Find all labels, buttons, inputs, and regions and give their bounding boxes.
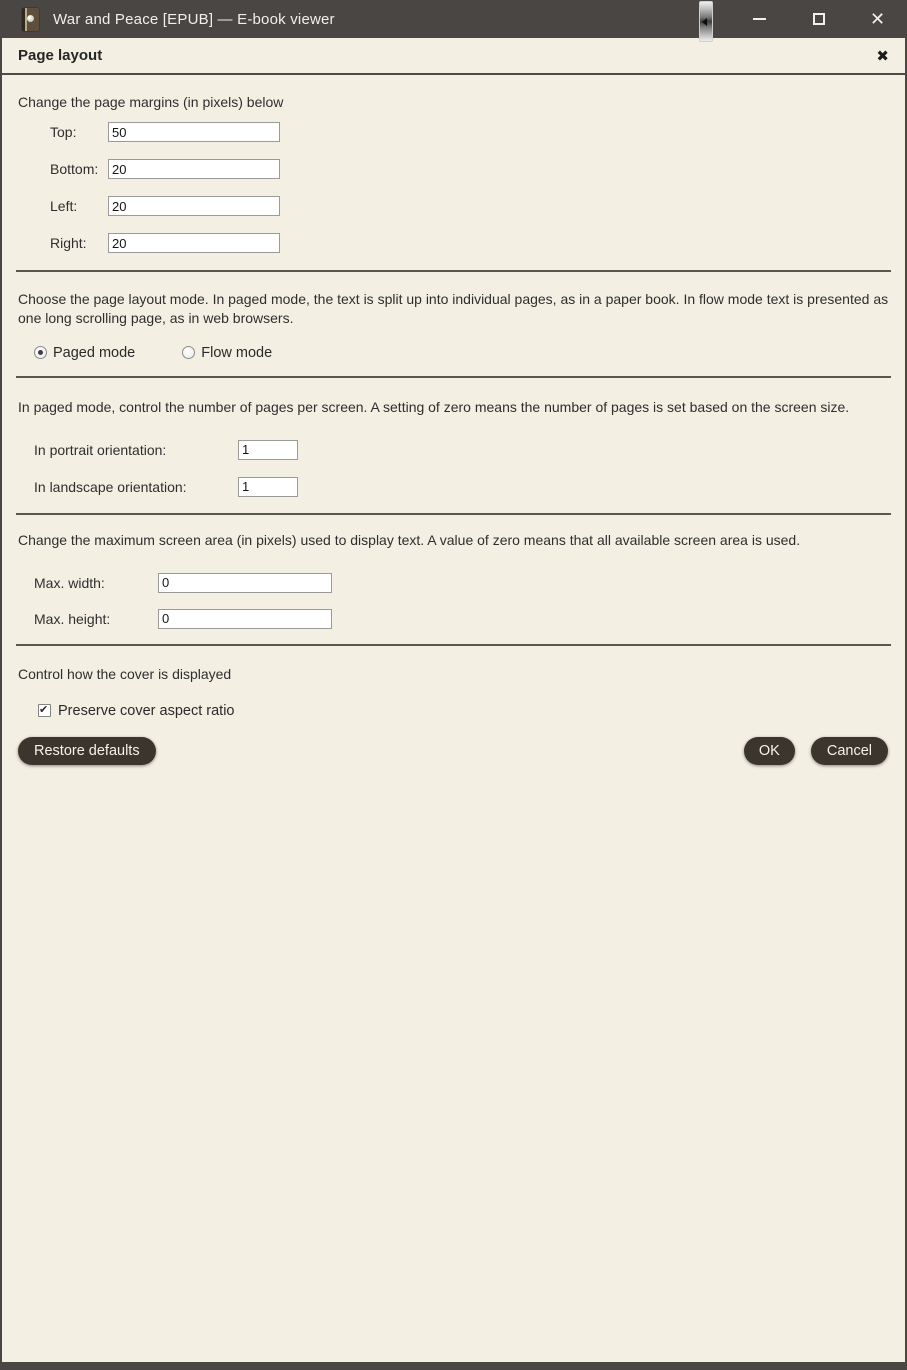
preserve-cover-checkbox[interactable] (38, 704, 51, 717)
toolbar-reveal-handle[interactable] (699, 1, 713, 42)
max-height-label: Max. height: (34, 610, 111, 627)
close-window-button[interactable] (848, 0, 907, 38)
margin-right-input[interactable] (108, 233, 280, 253)
max-height-row (18, 608, 889, 629)
minimize-icon (753, 18, 766, 20)
dialog-title: Page layout (18, 47, 103, 64)
paged-mode-radio[interactable] (34, 346, 47, 359)
margin-right-label: Right: (50, 235, 87, 251)
divider (16, 376, 891, 378)
dialog-body (2, 77, 905, 765)
margin-left-input[interactable] (108, 196, 280, 216)
layout-mode-description: Choose the page layout mode. In paged mode, the text is split up into individual pages, as in a paper book. In flow mode text is presented as one long scrolling page, as in web browsers. (18, 291, 889, 326)
minimize-button[interactable] (730, 0, 789, 38)
portrait-row (18, 439, 889, 460)
app-book-icon (22, 8, 39, 31)
margin-top-input[interactable] (108, 122, 280, 142)
restore-defaults-button[interactable]: Restore defaults (18, 737, 156, 765)
ok-button[interactable]: OK (744, 737, 795, 765)
margin-row-bottom (18, 159, 889, 179)
screen-area-description: Change the maximum screen area (in pixels) used to display text. A value of zero means that all available screen area is used. (18, 532, 801, 548)
margin-row-top (18, 122, 889, 142)
preserve-cover-option[interactable] (38, 703, 889, 718)
layout-mode-options (34, 345, 889, 360)
divider (16, 270, 891, 272)
flow-mode-option[interactable] (182, 345, 272, 361)
divider (16, 644, 891, 646)
left-arrow-icon (702, 18, 707, 26)
landscape-pages-input[interactable] (238, 477, 298, 497)
landscape-orientation-label: In landscape orientation: (34, 478, 187, 495)
maximize-icon (813, 13, 825, 25)
window-title: War and Peace [EPUB] — E-book viewer (53, 10, 335, 28)
titlebar (0, 0, 907, 38)
margin-bottom-label: Bottom: (50, 161, 99, 177)
margin-bottom-input[interactable] (108, 159, 280, 179)
margin-rows (18, 122, 889, 253)
dialog-close-icon[interactable]: ✖ (876, 47, 889, 65)
cancel-button[interactable]: Cancel (811, 737, 888, 765)
max-width-row (18, 572, 889, 593)
margin-row-right (18, 233, 889, 253)
max-height-input[interactable] (158, 609, 332, 629)
margin-row-left (18, 196, 889, 216)
cover-heading: Control how the cover is displayed (18, 666, 232, 682)
landscape-row (18, 476, 889, 497)
maximize-button[interactable] (789, 0, 848, 38)
margin-top-label: Top: (50, 124, 77, 140)
preserve-cover-label: Preserve cover aspect ratio (58, 702, 235, 719)
margins-heading: Change the page margins (in pixels) below (18, 94, 284, 110)
divider (16, 513, 891, 515)
flow-mode-label: Flow mode (201, 344, 273, 361)
margin-left-label: Left: (50, 198, 78, 214)
max-width-label: Max. width: (34, 574, 105, 591)
paged-mode-label: Paged mode (53, 344, 136, 361)
orientation-rows (18, 439, 889, 497)
portrait-pages-input[interactable] (238, 440, 298, 460)
paged-mode-option[interactable] (34, 345, 135, 361)
flow-mode-radio[interactable] (182, 346, 195, 359)
pages-per-screen-description: In paged mode, control the number of pages per screen. A setting of zero means the number of pages is set based on the screen size. (18, 399, 850, 415)
max-width-input[interactable] (158, 573, 332, 593)
dialog-button-row (18, 737, 889, 765)
close-window-icon: ✕ (869, 9, 886, 29)
portrait-orientation-label: In portrait orientation: (34, 441, 167, 458)
dialog-header (2, 38, 905, 75)
screen-area-rows (18, 572, 889, 629)
